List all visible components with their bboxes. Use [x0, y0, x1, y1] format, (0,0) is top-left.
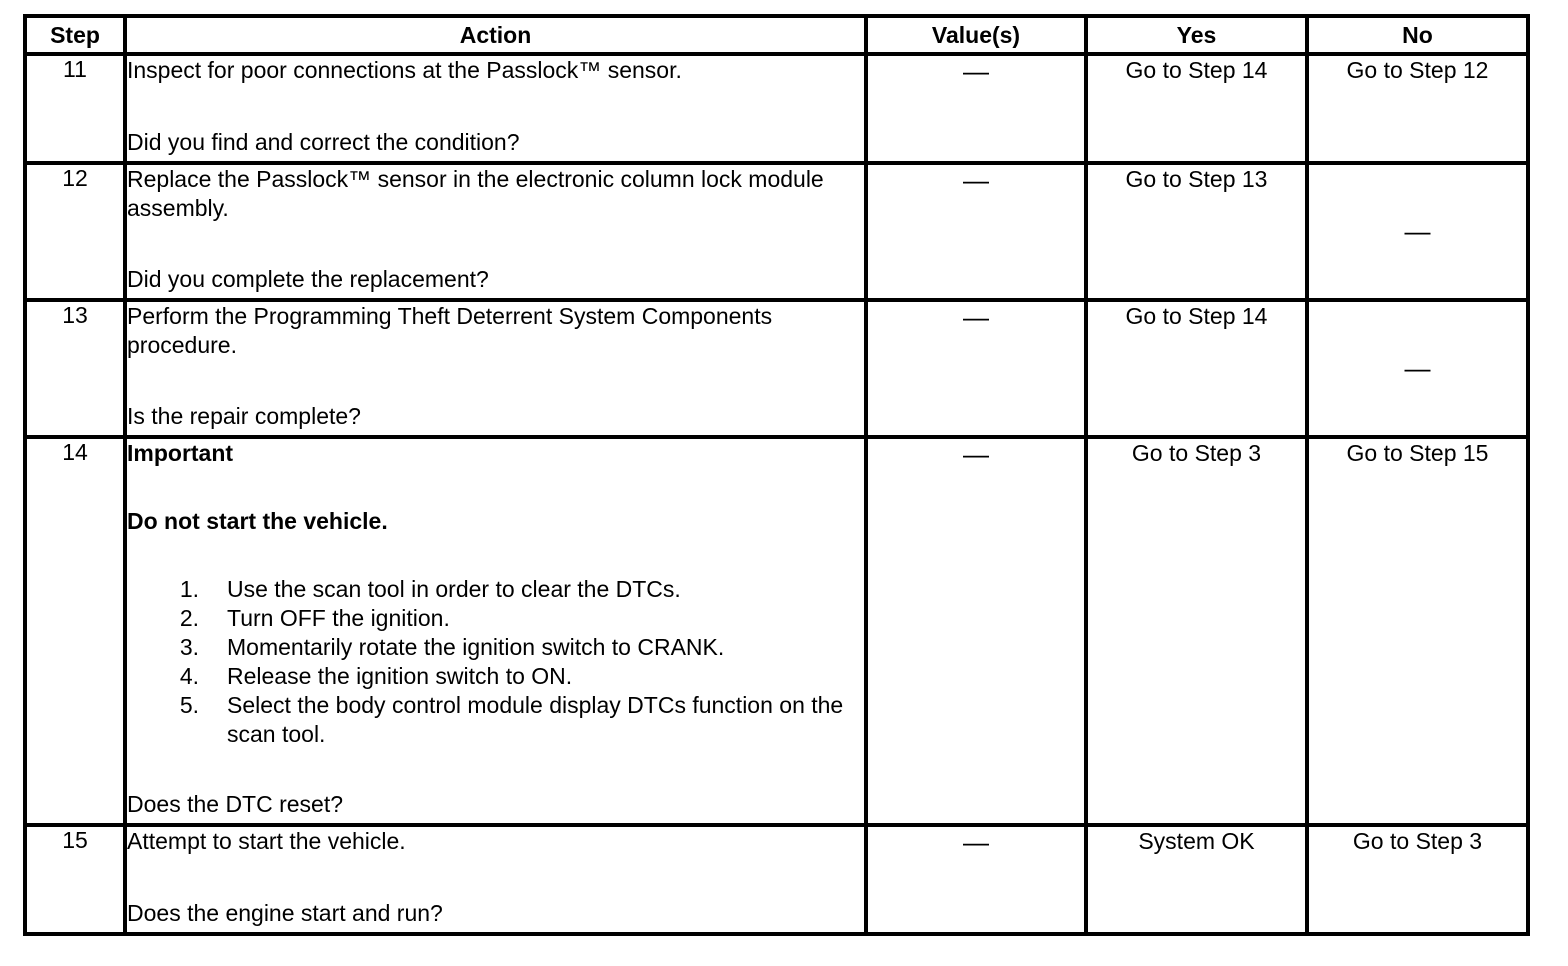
value-cell: — [866, 437, 1086, 825]
diagnostic-table [23, 14, 1530, 936]
yes-cell: Go to Step 14 [1086, 300, 1307, 437]
header-values: Value(s) [866, 16, 1086, 54]
action-cell [125, 163, 866, 300]
action-instruction: Attempt to start the vehicle. [127, 828, 406, 854]
header-yes: Yes [1086, 16, 1307, 54]
no-cell: — [1307, 300, 1528, 437]
action-question: Did you complete the replacement? [127, 266, 489, 292]
action-question: Is the repair complete? [127, 403, 361, 429]
step-number: 15 [25, 825, 125, 934]
header-row [25, 16, 1528, 54]
yes-cell: Go to Step 3 [1086, 437, 1307, 825]
no-cell: Go to Step 15 [1307, 437, 1528, 825]
important-label: Important [127, 440, 234, 466]
yes-cell: System OK [1086, 825, 1307, 934]
action-question: Does the DTC reset? [127, 791, 344, 817]
action-instruction: Perform the Programming Theft Deterrent System Components procedure. [127, 303, 773, 358]
yes-cell: Go to Step 14 [1086, 54, 1307, 163]
value-cell: — [866, 54, 1086, 163]
table-row-step-12 [25, 163, 1528, 300]
yes-cell: Go to Step 13 [1086, 163, 1307, 300]
action-question: Did you find and correct the condition? [127, 129, 520, 155]
list-item: 2. Turn OFF the ignition. [179, 605, 450, 631]
step-number: 11 [25, 54, 125, 163]
value-cell: — [866, 163, 1086, 300]
list-item: 5. Select the body control module display DTCs function on the scan tool. [179, 692, 844, 747]
value-cell: — [866, 825, 1086, 934]
table-row-step-14 [25, 437, 1528, 825]
list-item: 4. Release the ignition switch to ON. [179, 663, 573, 689]
step-number: 14 [25, 437, 125, 825]
step-number: 13 [25, 300, 125, 437]
no-cell: Go to Step 12 [1307, 54, 1528, 163]
table-row-step-13 [25, 300, 1528, 437]
no-cell: — [1307, 163, 1528, 300]
action-question: Does the engine start and run? [127, 900, 443, 926]
important-text: Do not start the vehicle. [127, 508, 388, 534]
header-step: Step [25, 16, 125, 54]
action-cell [125, 300, 866, 437]
table-row-step-15 [25, 825, 1528, 934]
header-action: Action [125, 16, 866, 54]
action-cell [125, 54, 866, 163]
procedure-list [127, 575, 864, 749]
no-cell: Go to Step 3 [1307, 825, 1528, 934]
list-item: 3. Momentarily rotate the ignition switch to CRANK. [179, 634, 725, 660]
action-instruction: Replace the Passlock™ sensor in the electronic column lock module assembly. [127, 166, 824, 221]
action-cell [125, 437, 866, 825]
table-row-step-11 [25, 54, 1528, 163]
list-item: 1. Use the scan tool in order to clear the DTCs. [179, 576, 681, 602]
action-instruction: Inspect for poor connections at the Passlock™ sensor. [127, 57, 682, 83]
action-cell [125, 825, 866, 934]
value-cell: — [866, 300, 1086, 437]
step-number: 12 [25, 163, 125, 300]
header-no: No [1307, 16, 1528, 54]
